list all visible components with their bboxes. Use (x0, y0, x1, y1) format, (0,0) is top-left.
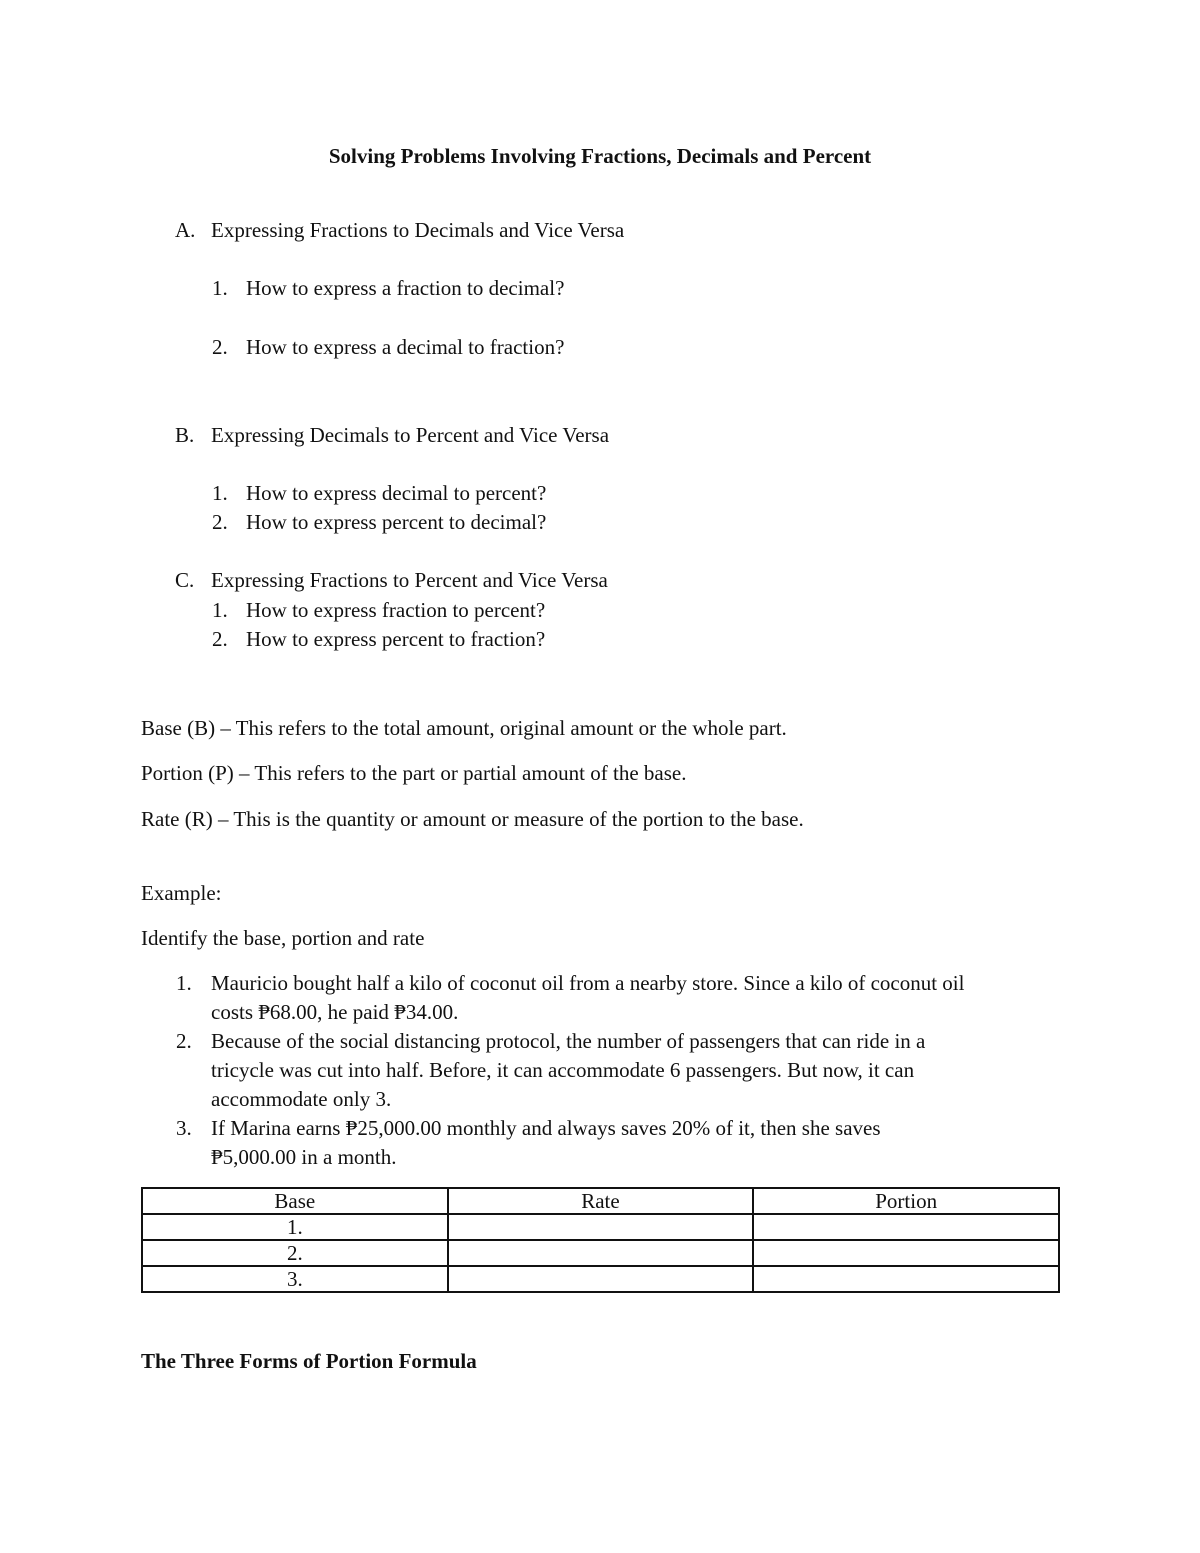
example-3-line-2: ₱5,000.00 in a month. (211, 1145, 397, 1169)
section-b-item-2-num: 2. (212, 510, 228, 534)
example-1-num: 1. (176, 971, 192, 995)
example-3-num: 3. (176, 1116, 192, 1140)
table-cell (448, 1214, 754, 1240)
table-cell (753, 1266, 1059, 1292)
table-cell (448, 1240, 754, 1266)
section-c-heading: Expressing Fractions to Percent and Vice Versa (211, 568, 608, 592)
table-cell: 1. (142, 1214, 448, 1240)
section-b-item-1-text: How to express decimal to percent? (246, 481, 547, 505)
table-cell (753, 1240, 1059, 1266)
section-c-item-1-num: 1. (212, 598, 228, 622)
section-c-item-1-text: How to express fraction to percent? (246, 598, 546, 622)
table-cell: 2. (142, 1240, 448, 1266)
example-2-num: 2. (176, 1029, 192, 1053)
section-c-item-2-text: How to express percent to fraction? (246, 627, 546, 651)
definition-portion: Portion (P) – This refers to the part or partial amount of the base. (141, 761, 687, 785)
table-row (142, 1240, 1059, 1266)
definition-rate: Rate (R) – This is the quantity or amount or measure of the portion to the base. (141, 807, 804, 831)
example-2-line-1: Because of the social distancing protocol, the number of passengers that can ride in a (211, 1029, 926, 1053)
section-c-item-2-num: 2. (212, 627, 228, 651)
page-title: Solving Problems Involving Fractions, Decimals and Percent (328, 144, 872, 168)
section-b-heading: Expressing Decimals to Percent and Vice Versa (211, 423, 610, 447)
table-header-rate: Rate (448, 1188, 754, 1214)
section-a-marker: A. (175, 218, 196, 242)
table-header-base: Base (142, 1188, 448, 1214)
example-label: Example: (141, 881, 222, 905)
table-header-portion: Portion (753, 1188, 1059, 1214)
table-cell: 3. (142, 1266, 448, 1292)
section-c-marker: C. (175, 568, 195, 592)
section-a-item-1-text: How to express a fraction to decimal? (246, 276, 565, 300)
table-row (142, 1214, 1059, 1240)
example-instruction: Identify the base, portion and rate (141, 926, 425, 950)
section-b-marker: B. (175, 423, 195, 447)
answer-table (141, 1187, 1060, 1293)
example-3-line-1: If Marina earns ₱25,000.00 monthly and always saves 20% of it, then she saves (211, 1116, 881, 1140)
section-b-item-2-text: How to express percent to decimal? (246, 510, 547, 534)
section-b-item-1-num: 1. (212, 481, 228, 505)
section-a-item-2-text: How to express a decimal to fraction? (246, 335, 565, 359)
table-cell (753, 1214, 1059, 1240)
section-a-item-2-num: 2. (212, 335, 228, 359)
example-2-line-2: tricycle was cut into half. Before, it can accommodate 6 passengers. But now, it can (211, 1058, 915, 1082)
section-a-heading: Expressing Fractions to Decimals and Vice Versa (211, 218, 625, 242)
example-1-line-2: costs ₱68.00, he paid ₱34.00. (211, 1000, 459, 1024)
definition-base: Base (B) – This refers to the total amount, original amount or the whole part. (141, 716, 787, 740)
table-header-row (142, 1188, 1059, 1214)
example-1-line-1: Mauricio bought half a kilo of coconut oil from a nearby store. Since a kilo of coconut oil (211, 971, 965, 995)
table-cell (448, 1266, 754, 1292)
example-2-line-3: accommodate only 3. (211, 1087, 392, 1111)
portion-formula-heading: The Three Forms of Portion Formula (141, 1349, 477, 1373)
section-a-item-1-num: 1. (212, 276, 228, 300)
table-row (142, 1266, 1059, 1292)
